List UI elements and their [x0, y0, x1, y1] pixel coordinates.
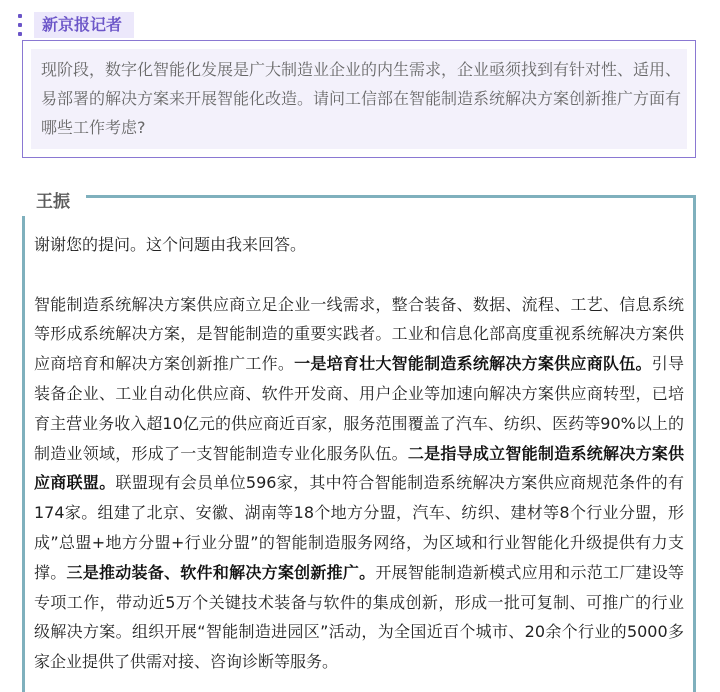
answer-segment-0: 智能制造系统解决方案供应商立足企业一线需求，整合装备、数据、流程、工艺、信息系统等形成系统解决方案，是智能制造的重要实践者。工业和信息化部高度重视系统解决方案供应商培育和解决方案创新推广工作。	[34, 294, 684, 374]
answer-segment-2: 引导装备企业、工业自动化供应商、软件开发商、用户企业等加速向解决方案供应商转型，已培育主营业务收入超10亿元的供应商近百家，服务范围覆盖了汽车、纺织、医药等90%以上的制造业领域，形成了一支智能制造专业化服务队伍。	[34, 354, 684, 463]
answer-border-right	[693, 195, 696, 692]
answer-body	[34, 290, 684, 677]
paragraph-gap	[34, 260, 684, 290]
answer-segment-4: 联盟现有会员单位596家，其中符合智能制造系统解决方案供应商规范条件的有174家。组建了北京、安徽、湖南等18个地方分盟，汽车、纺织、建材等8个行业分盟，形成”总盟+地方分盟+行业分盟”的智能制造服务网络，为区域和行业智能化升级提供有力支撑。	[34, 473, 684, 582]
answer-highlight-1: 一是培育壮大智能制造系统解决方案供应商队伍。	[294, 354, 652, 374]
answer-highlight-2: 二是指导成立智能制造系统解决方案供应商联盟。	[34, 443, 684, 493]
question-header	[18, 10, 134, 40]
question-speaker-label: 新京报记者	[34, 12, 134, 38]
answer-highlight-3: 三是推动装备、软件和解决方案创新推广。	[66, 562, 376, 582]
vertical-dots-icon	[18, 14, 22, 36]
question-box	[22, 40, 696, 158]
question-text: 现阶段，数字化智能化发展是广大制造业企业的内生需求，企业亟须找到有针对性、适用、易部署的解决方案来开展智能化改造。请问工信部在智能制造系统解决方案创新推广方面有哪些工作考虑?	[41, 60, 682, 137]
answer-content	[34, 230, 684, 677]
answer-speaker-label: 王振	[32, 188, 74, 216]
answer-intro: 谢谢您的提问。这个问题由我来回答。	[34, 235, 307, 254]
answer-border-left	[22, 216, 25, 692]
answer-border-top	[86, 195, 696, 198]
answer-segment-6: 开展智能制造新模式应用和示范工厂建设等专项工作，带动近5万个关键技术装备与软件的集成创新，形成一批可复制、可推广的行业级解决方案。组织开展“智能制造进园区”活动，为全国近百个城市、20余个行业的5000多家企业提供了供需对接、咨询诊断等服务。	[34, 562, 684, 672]
